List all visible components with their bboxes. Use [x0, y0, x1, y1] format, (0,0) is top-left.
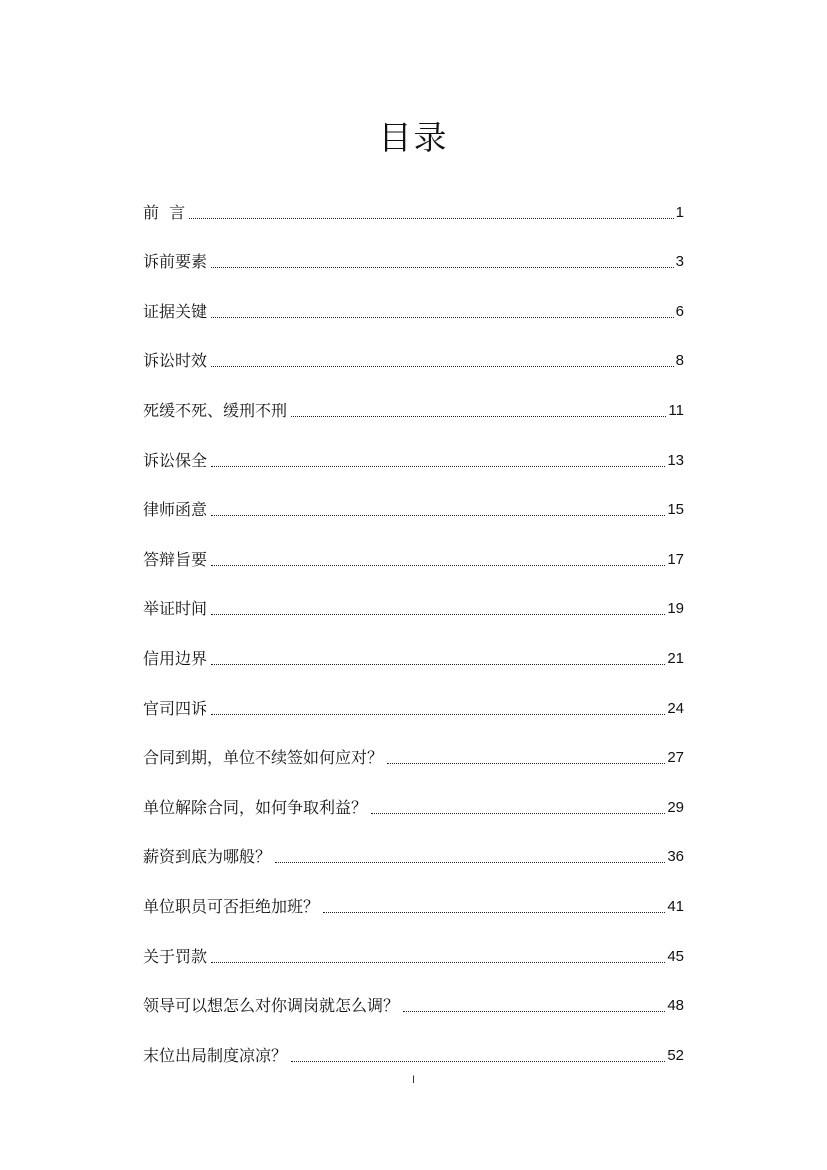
table-of-contents — [143, 176, 684, 1069]
toc-entry[interactable] — [143, 424, 684, 474]
toc-entry-title: 官司四诉 — [143, 698, 208, 718]
toc-entry-title: 信用边界 — [143, 648, 208, 668]
dot-leader — [211, 366, 674, 367]
toc-entry-page: 24 — [667, 699, 684, 717]
toc-entry-title: 合同到期，单位不续签如何应对？ — [143, 748, 384, 768]
dot-leader — [291, 416, 666, 417]
dot-leader — [211, 962, 665, 963]
toc-entry-title: 诉前要素 — [143, 252, 208, 272]
dot-leader — [403, 1011, 665, 1012]
toc-entry-page: 17 — [667, 550, 684, 568]
toc-entry-title: 末位出局制度凉凉？ — [143, 1045, 288, 1065]
toc-entry-title: 举证时间 — [143, 599, 208, 619]
toc-entry-page: 27 — [667, 749, 684, 767]
toc-entry-page: 36 — [667, 848, 684, 866]
toc-entry-title: 证据关键 — [143, 301, 208, 321]
toc-entry[interactable] — [143, 573, 684, 623]
toc-entry-page: 6 — [675, 302, 684, 320]
toc-entry-title: 单位解除合同，如何争取利益？ — [143, 797, 368, 817]
toc-entry-title: 死缓不死、缓刑不刑 — [143, 400, 288, 420]
toc-entry[interactable] — [143, 970, 684, 1020]
toc-entry-page: 48 — [667, 997, 684, 1015]
toc-entry[interactable] — [143, 622, 684, 672]
dot-leader — [275, 862, 665, 863]
toc-entry[interactable] — [143, 226, 684, 276]
toc-entry[interactable] — [143, 374, 684, 424]
toc-entry-title: 单位职员可否拒绝加班？ — [143, 896, 320, 916]
toc-entry[interactable] — [143, 325, 684, 375]
toc-entry[interactable] — [143, 1019, 684, 1069]
toc-entry[interactable] — [143, 870, 684, 920]
toc-entry-page: 41 — [667, 897, 684, 915]
dot-leader — [211, 267, 674, 268]
dot-leader — [211, 714, 665, 715]
toc-entry-page: 21 — [667, 649, 684, 667]
dot-leader — [211, 466, 665, 467]
toc-entry[interactable] — [143, 722, 684, 772]
toc-entry[interactable] — [143, 672, 684, 722]
toc-entry-page: 11 — [668, 401, 684, 419]
dot-leader — [323, 912, 665, 913]
dot-leader — [387, 763, 665, 764]
toc-entry-title: 律师函意 — [143, 500, 208, 520]
toc-entry-title: 关于罚款 — [143, 946, 208, 966]
toc-entry-title: 领导可以想怎么对你调岗就怎么调？ — [143, 996, 400, 1016]
page-title: 目录 — [378, 118, 449, 157]
dot-leader — [371, 813, 665, 814]
toc-entry[interactable] — [143, 275, 684, 325]
toc-entry-page: 8 — [675, 352, 684, 370]
toc-entry[interactable] — [143, 771, 684, 821]
dot-leader — [211, 664, 665, 665]
dot-leader — [211, 565, 665, 566]
toc-entry[interactable] — [143, 474, 684, 524]
toc-entry[interactable] — [143, 523, 684, 573]
dot-leader — [291, 1061, 665, 1062]
toc-entry-page: 45 — [667, 947, 684, 965]
toc-entry-page: 3 — [675, 253, 684, 271]
dot-leader — [211, 614, 665, 615]
toc-entry[interactable] — [143, 821, 684, 871]
toc-entry-page: 19 — [667, 600, 684, 618]
toc-entry-title: 诉讼保全 — [143, 450, 208, 470]
footer-page-number: I — [411, 1074, 416, 1086]
toc-entry-page: 13 — [667, 451, 684, 469]
toc-entry-title: 薪资到底为哪般？ — [143, 847, 272, 867]
toc-entry-title: 答辩旨要 — [143, 549, 208, 569]
toc-entry[interactable] — [143, 176, 684, 226]
toc-entry-page: 15 — [667, 501, 684, 519]
toc-entry-page: 52 — [667, 1046, 684, 1064]
toc-entry[interactable] — [143, 920, 684, 970]
toc-entry-page: 29 — [667, 798, 684, 816]
toc-entry-title: 诉讼时效 — [143, 351, 208, 371]
dot-leader — [211, 515, 665, 516]
toc-entry-title: 前 言 — [143, 202, 186, 222]
dot-leader — [211, 317, 674, 318]
toc-entry-page: 1 — [675, 203, 684, 221]
dot-leader — [189, 218, 673, 219]
